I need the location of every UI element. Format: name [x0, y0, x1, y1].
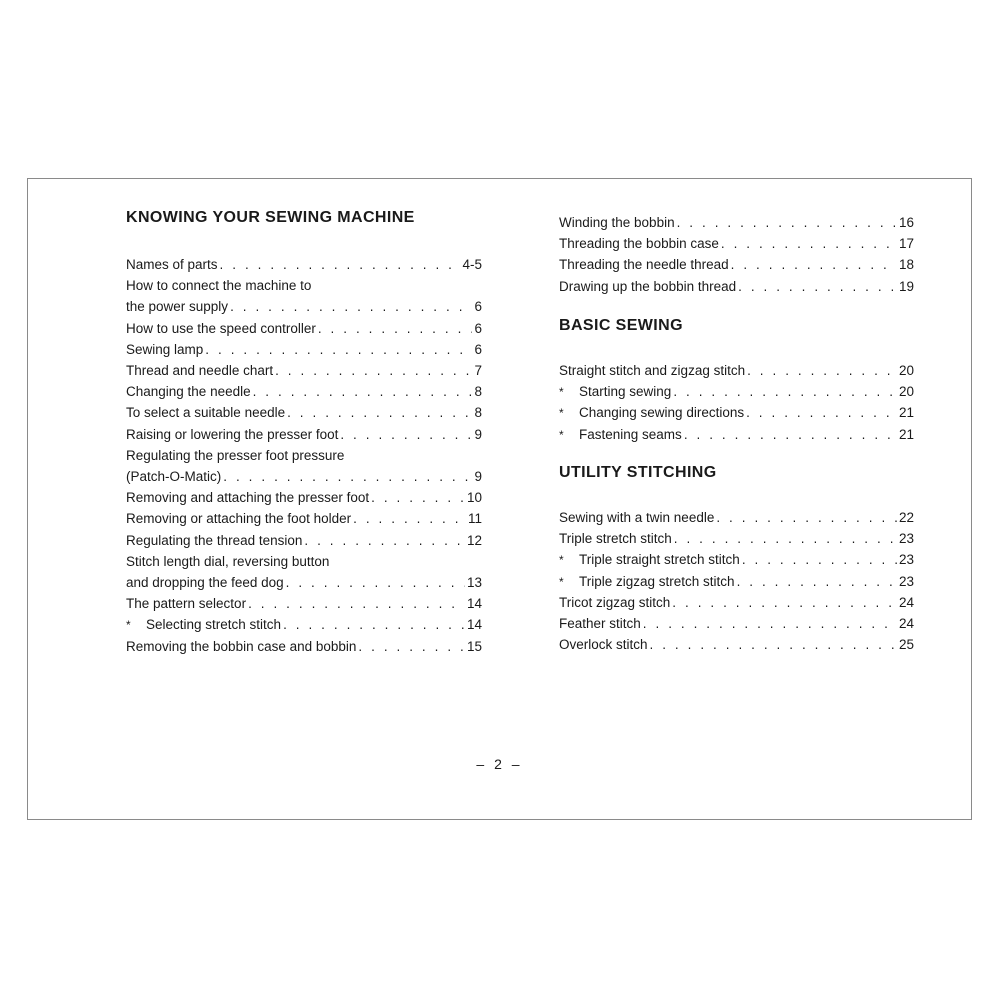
toc-entry	[559, 592, 914, 613]
toc-entry-page: 6	[474, 341, 482, 357]
toc-entry	[559, 233, 914, 254]
toc-entry-page: 16	[898, 215, 914, 230]
toc-entry	[559, 528, 914, 549]
toc-entry	[126, 614, 482, 635]
dot-leader	[358, 636, 465, 657]
toc-entry-title: Changing the needle	[126, 384, 251, 400]
toc-entry-page: 18	[898, 257, 914, 273]
toc-entry	[126, 339, 482, 360]
toc-entry-title: Removing and attaching the presser foot	[126, 490, 370, 506]
toc-entry-title: To select a suitable needle	[126, 405, 286, 421]
toc-entry	[126, 424, 482, 445]
toc-entry	[126, 275, 482, 296]
dot-leader	[737, 571, 897, 592]
toc-entry	[559, 613, 914, 634]
toc-entry	[559, 571, 914, 592]
dot-leader	[674, 528, 897, 549]
toc-entry-title: Names of parts	[126, 257, 218, 272]
dot-leader	[673, 381, 897, 402]
toc-entry	[559, 424, 914, 445]
toc-entry-title: Threading the needle thread	[559, 257, 729, 273]
toc-entry-page: 23	[898, 573, 914, 589]
toc-entry	[559, 402, 914, 423]
toc-entry	[126, 551, 482, 572]
bullet-mark: *	[559, 427, 564, 442]
toc-entry-title: Straight stitch and zigzag stitch	[559, 363, 746, 378]
dot-leader	[672, 592, 897, 613]
manual-page	[27, 178, 972, 820]
toc-entry-page: 12	[466, 532, 482, 548]
toc-entry-page: 9	[474, 426, 482, 442]
toc-entry	[559, 360, 914, 381]
dot-leader	[721, 233, 897, 254]
toc-entry-title: Thread and needle chart	[126, 363, 274, 378]
toc-entry-title: Tricot zigzag stitch	[559, 594, 671, 610]
toc-entry-page: 23	[898, 552, 914, 568]
bullet-mark: *	[126, 618, 131, 633]
toc-entry	[126, 636, 482, 657]
toc-entry	[126, 254, 482, 275]
toc-entry	[559, 381, 914, 402]
toc-entry	[126, 360, 482, 381]
toc-entry-page: 24	[898, 616, 914, 631]
toc-entry-page: 17	[898, 236, 914, 252]
toc-entry-title: Overlock stitch	[559, 637, 648, 653]
toc-entry-page: 23	[898, 531, 914, 547]
toc-entry-page: 14	[466, 596, 482, 612]
toc-entry-title: Removing or attaching the foot holder	[126, 511, 352, 527]
dot-leader	[283, 614, 465, 635]
toc-entry-title: Triple stretch stitch	[559, 531, 672, 547]
toc-entry-title: Winding the bobbin	[559, 215, 675, 230]
toc-entry	[559, 507, 914, 528]
section-heading-utility-stitching: UTILITY STITCHING	[559, 464, 717, 481]
dot-leader	[318, 318, 473, 339]
toc-entry	[126, 445, 482, 466]
toc-entry-title: Drawing up the bobbin thread	[559, 278, 737, 294]
toc-entry-page: 10	[466, 490, 482, 506]
toc-entry-page: 8	[474, 405, 482, 421]
dot-leader	[275, 360, 472, 381]
dot-leader	[353, 508, 466, 529]
dot-leader	[684, 424, 897, 445]
dot-leader	[371, 487, 465, 508]
dot-leader	[731, 254, 897, 275]
dot-leader	[248, 593, 465, 614]
toc-entry	[126, 530, 482, 551]
toc-entry-page: 21	[898, 426, 914, 442]
dot-leader	[746, 402, 897, 423]
toc-entry	[126, 572, 482, 593]
toc-entry-title: Threading the bobbin case	[559, 236, 719, 252]
dot-leader	[223, 466, 472, 487]
toc-entry-title: Stitch length dial, reversing button	[126, 553, 330, 569]
toc-entry-page: 4-5	[462, 257, 482, 272]
toc-entry-page: 20	[898, 384, 914, 400]
bullet-mark: *	[559, 406, 564, 421]
toc-entry-page: 11	[467, 511, 482, 527]
toc-entry-title: How to use the speed controller	[126, 320, 316, 336]
toc-entry-page: 8	[474, 384, 482, 400]
toc-entry	[126, 508, 482, 529]
dot-leader	[253, 381, 473, 402]
dot-leader	[287, 402, 472, 423]
toc-entry-title: Regulating the presser foot pressure	[126, 447, 345, 463]
toc-entry-page: 6	[474, 299, 482, 315]
toc-entry-title: Selecting stretch stitch	[146, 617, 282, 633]
dot-leader	[230, 296, 472, 317]
toc-entry-page: 6	[474, 320, 482, 336]
toc-entry-title: (Patch-O-Matic)	[126, 469, 222, 484]
bullet-mark: *	[559, 385, 564, 400]
toc-entry-title: the power supply	[126, 299, 229, 315]
toc-entry-page: 13	[466, 575, 482, 590]
toc-entry-title: Regulating the thread tension	[126, 532, 303, 548]
toc-entry	[559, 634, 914, 655]
toc-entry-title: Sewing lamp	[126, 341, 204, 357]
toc-entry-page: 15	[466, 638, 482, 654]
toc-entry	[559, 549, 914, 570]
toc-entry-title: The pattern selector	[126, 596, 247, 612]
toc-entry	[126, 593, 482, 614]
toc-entry-page: 19	[898, 278, 914, 294]
dot-leader	[286, 572, 465, 593]
toc-entry	[559, 276, 914, 297]
dot-leader	[650, 634, 897, 655]
toc-entry	[126, 402, 482, 423]
dot-leader	[643, 613, 897, 634]
toc-entry	[126, 318, 482, 339]
dot-leader	[220, 254, 461, 275]
bullet-mark: *	[559, 574, 564, 589]
dot-leader	[340, 424, 472, 445]
dot-leader	[738, 276, 897, 297]
toc-entry	[126, 381, 482, 402]
dot-leader	[677, 212, 897, 233]
toc-entry-title: Removing the bobbin case and bobbin	[126, 638, 357, 654]
section-heading-basic-sewing: BASIC SEWING	[559, 317, 683, 334]
toc-entry-title: Raising or lowering the presser foot	[126, 426, 339, 442]
toc-entry-page: 24	[898, 594, 914, 610]
toc-entry-page: 22	[898, 510, 914, 525]
toc-entry-page: 21	[898, 405, 914, 421]
toc-entry	[126, 487, 482, 508]
toc-entry	[559, 212, 914, 233]
toc-entry-title: Feather stitch	[559, 616, 641, 631]
toc-entry	[559, 254, 914, 275]
toc-entry-title: Changing sewing directions	[579, 405, 745, 421]
toc-entry-page: 7	[474, 363, 482, 378]
dot-leader	[742, 549, 897, 570]
toc-entry-title: Sewing with a twin needle	[559, 510, 715, 525]
toc-entry-title: Fastening seams	[579, 426, 682, 442]
toc-entry	[126, 466, 482, 487]
toc-entry-title: How to connect the machine to	[126, 278, 312, 294]
toc-entry-page: 9	[474, 469, 482, 484]
toc-entry-page: 14	[466, 617, 482, 633]
toc-entry-title: Triple zigzag stretch stitch	[579, 573, 735, 589]
page-number: – 2 –	[476, 756, 523, 772]
dot-leader	[747, 360, 897, 381]
toc-entry-title: and dropping the feed dog	[126, 575, 284, 590]
toc-entry	[126, 296, 482, 317]
toc-entry-title: Triple straight stretch stitch	[579, 552, 740, 568]
dot-leader	[304, 530, 465, 551]
bullet-mark: *	[559, 553, 564, 568]
toc-entry-title: Starting sewing	[579, 384, 672, 400]
toc-entry-page: 20	[898, 363, 914, 378]
section-heading-knowing-your-machine: KNOWING YOUR SEWING MACHINE	[126, 209, 415, 226]
dot-leader	[716, 507, 897, 528]
toc-entry-page: 25	[898, 637, 914, 653]
dot-leader	[205, 339, 472, 360]
